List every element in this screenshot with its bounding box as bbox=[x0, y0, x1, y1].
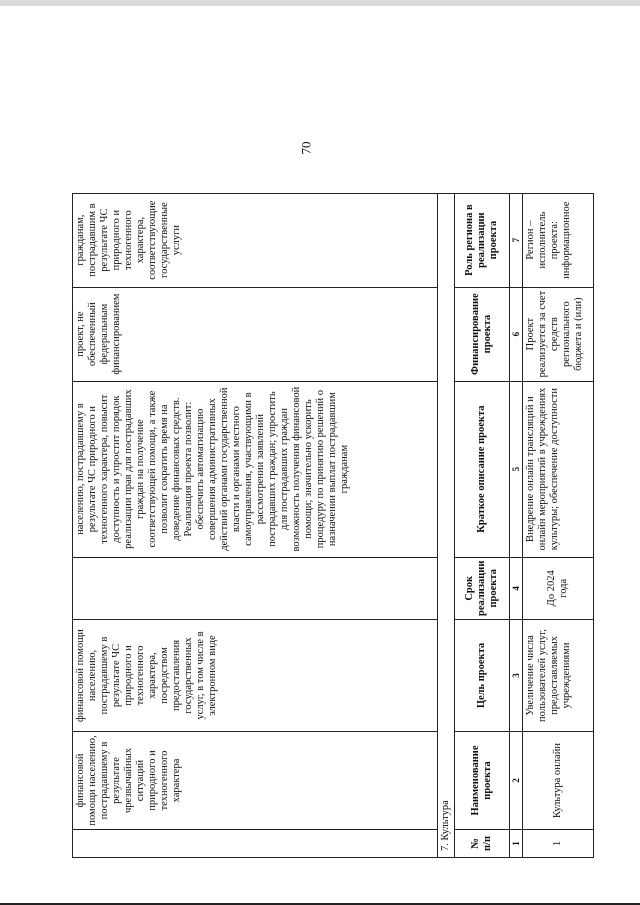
projects-table bbox=[72, 193, 594, 858]
column-number-row bbox=[510, 193, 523, 857]
section-title: 7. Культура bbox=[438, 193, 455, 857]
colnum-5: 5 bbox=[510, 381, 523, 557]
header-num: № п/п bbox=[455, 830, 510, 858]
colnum-2: 2 bbox=[510, 732, 523, 830]
cont-cell-goal: финансовой помощи населению, пострадавшему в результате ЧС природного и техногенного характера, посредством предоставления государственных услуг, в том числе в электронном виде bbox=[73, 620, 438, 732]
cont-cell-role: гражданам, пострадавшим в результате ЧС природного и техногенного характера, соответствующие государственные услуги bbox=[73, 193, 438, 287]
colnum-1: 1 bbox=[510, 830, 523, 858]
cont-cell-financing: проект, не обеспеченный федеральным финансированием bbox=[73, 287, 438, 381]
header-term: Срок реализации проекта bbox=[455, 557, 510, 619]
row-role: Регион – исполнитель проекта: информационное bbox=[523, 193, 594, 287]
top-scan-band bbox=[0, 0, 640, 6]
cont-cell-num bbox=[73, 830, 438, 858]
section-row bbox=[438, 193, 455, 857]
continuation-row bbox=[73, 193, 438, 857]
page-number: 70 bbox=[298, 141, 314, 155]
colnum-3: 3 bbox=[510, 620, 523, 732]
table-row bbox=[523, 193, 594, 857]
cont-cell-name: финансовой помощи населению, пострадавшему в результате чрезвычайных ситуаций природного и техногенного характера bbox=[73, 732, 438, 830]
header-name: Наименование проекта bbox=[455, 732, 510, 830]
colnum-4: 4 bbox=[510, 557, 523, 619]
row-description: Внедрение онлайн трансляций и онлайн мероприятий в учреждениях культуры; обеспечение доступности bbox=[523, 381, 594, 557]
header-goal: Цель проекта bbox=[455, 620, 510, 732]
rotated-table-sheet bbox=[72, 52, 584, 858]
colnum-7: 7 bbox=[510, 193, 523, 287]
row-goal: Увеличение числа пользователей услуг, предоставляемых учреждениями bbox=[523, 620, 594, 732]
row-term: До 2024 года bbox=[523, 557, 594, 619]
header-description: Краткое описание проекта bbox=[455, 381, 510, 557]
row-name: Культура онлайн bbox=[523, 732, 594, 830]
header-financing: Финансирование проекта bbox=[455, 287, 510, 381]
header-role: Роль региона в реализации проекта bbox=[455, 193, 510, 287]
header-row bbox=[455, 193, 510, 857]
colnum-6: 6 bbox=[510, 287, 523, 381]
cont-cell-term bbox=[73, 557, 438, 619]
cont-cell-description: населению, пострадавшему в результате ЧС природного и техногенного характера, повысит доступность и упростит порядок реализации прав для пострадавших граждан на получение соответствующей помощи, а также позволит сократить время на доведение финансовых средств. Реализация проекта позволит: обеспечить автоматизацию совершения административных действий органами государственной власти и органами местного самоуправления, участвующими в рассмотрении заявлений пострадавших граждан; упростить для пострадавших граждан возможность получения финансовой помощи; значительно ускорить процедуру по принятию решений о назначении выплат пострадавшим гражданам bbox=[73, 381, 438, 557]
row-financing: Проект реализуется за счет средств регионального бюджета и (или) bbox=[523, 287, 594, 381]
row-num: 1 bbox=[523, 830, 594, 858]
